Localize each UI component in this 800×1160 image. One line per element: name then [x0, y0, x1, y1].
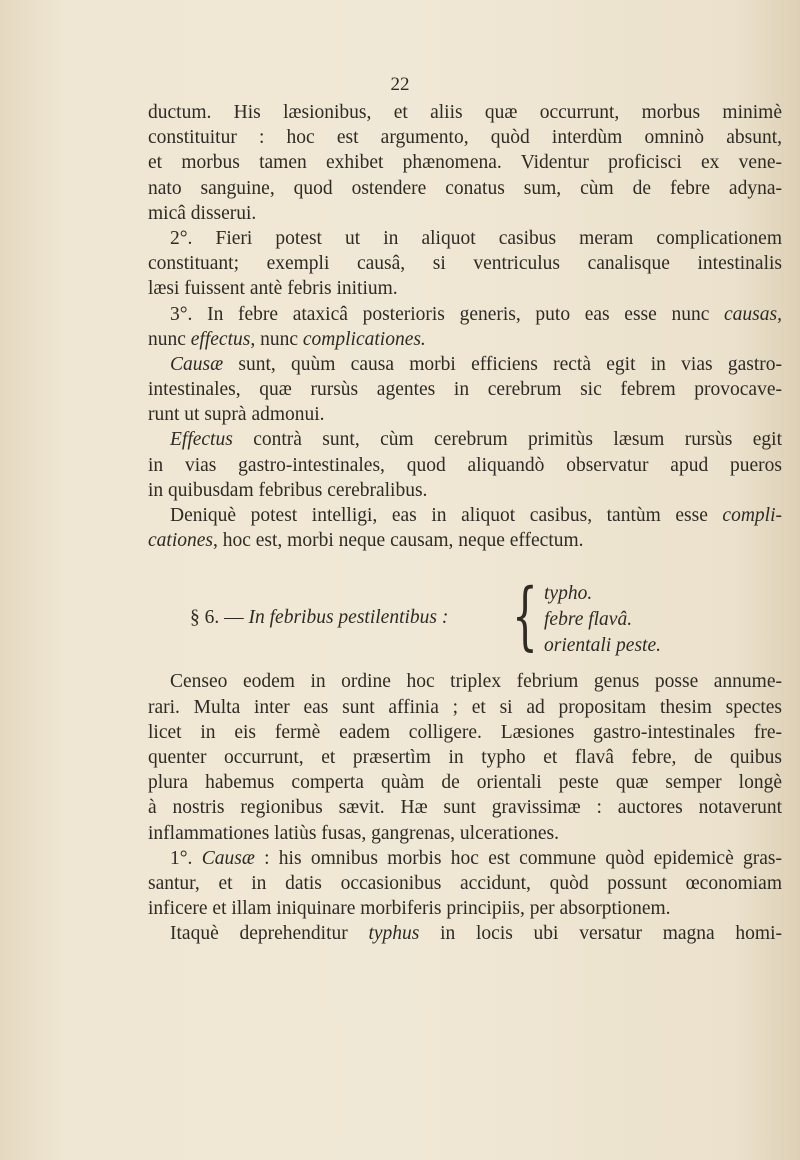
text-line: ductum. His læsionibus, et aliis quæ occurrunt, morbus minimè: [148, 102, 782, 123]
text-line: plura habemus comperta quàm de orientali peste quæ semper longè: [148, 772, 782, 794]
text-line: quenter occurrunt, et præsertìm in typho et flavâ febre, de quibus: [148, 746, 782, 768]
text-line: constituant; exempli causâ, si ventriculus canalisque intestinalis: [148, 253, 782, 275]
section-heading: § 6. — In febribus pestilentibus : { typho. febre flavâ. orientali peste.: [190, 573, 661, 660]
text-line: in vias gastro-intestinales, quod aliquandò observatur apud pueros: [148, 454, 782, 476]
text-line: Deniquè potest intelligi, eas in aliquot casibus, tantùm esse compli-: [170, 505, 782, 526]
list-item: febre flavâ.: [544, 609, 633, 631]
list-item: typho.: [544, 583, 593, 605]
page-body: [148, 100, 782, 946]
text-line: in quibusdam febribus cerebralibus.: [148, 479, 428, 501]
text-line: Causæ sunt, quùm causa morbi efficiens rectà egit in vias gastro-: [170, 353, 782, 375]
text-line: intestinales, quæ rursùs agentes in cerebrum sic febrem provocave-: [148, 379, 782, 401]
text-line: à nostris regionibus sævit. Hæ sunt gravissimæ : auctores notaverunt: [148, 797, 782, 819]
text-line: santur, et in datis occasionibus accidunt, quòd possunt œconomiam: [148, 872, 782, 894]
text-line: 2°. Fieri potest ut in aliquot casibus meram complicationem: [170, 227, 782, 249]
text-line: inflammationes latiùs fusas, gangrenas, ulcerationes.: [148, 822, 560, 844]
text-line: 1°. Causæ : his omnibus morbis hoc est commune quòd epidemicè gras-: [170, 847, 782, 869]
section-list: [544, 581, 661, 659]
section-title: In febribus pestilentibus :: [248, 607, 449, 629]
text-line: rari. Multa inter eas sunt affinia ; et si ad propositam thesim spectes: [148, 696, 782, 718]
text-line: Itaquè deprehenditur typhus in locis ubi versatur magna homi-: [170, 923, 783, 945]
text-line: runt ut suprà admonui.: [148, 404, 325, 426]
text-line: constituitur : hoc est argumento, quòd interdùm omninò absunt,: [148, 127, 782, 149]
text-line: nato sanguine, quod ostendere conatus sum, cùm de febre adyna-: [148, 177, 782, 199]
section-number: § 6.: [190, 607, 220, 629]
page-number: 22: [390, 74, 410, 95]
text-line: et morbus tamen exhibet phænomena. Videntur proficisci ex vene-: [148, 152, 782, 174]
text-line: micâ disserui.: [148, 202, 257, 224]
text-line: licet in eis fermè eadem colligere. Læsiones gastro-intestinales fre-: [148, 721, 782, 743]
text-line: cationes, hoc est, morbi neque causam, neque effectum.: [148, 530, 584, 552]
text-line: nunc effectus, nunc complicationes.: [148, 328, 426, 350]
text-line: inficere et illam iniquinare morbiferis principiis, per absorptionem.: [148, 898, 671, 920]
text-line: 3°. In febre ataxicâ posterioris generis, puto eas esse nunc causas,: [170, 303, 782, 325]
text-line: læsi fuissent antè febris initium.: [148, 278, 398, 300]
list-item: orientali peste.: [544, 635, 661, 657]
text-line: Effectus contrà sunt, cùm cerebrum primitùs læsum rursùs egit: [170, 429, 782, 451]
brace-icon: {: [512, 573, 538, 660]
text-line: Censeo eodem in ordine hoc triplex febrium genus posse annume-: [170, 671, 782, 693]
